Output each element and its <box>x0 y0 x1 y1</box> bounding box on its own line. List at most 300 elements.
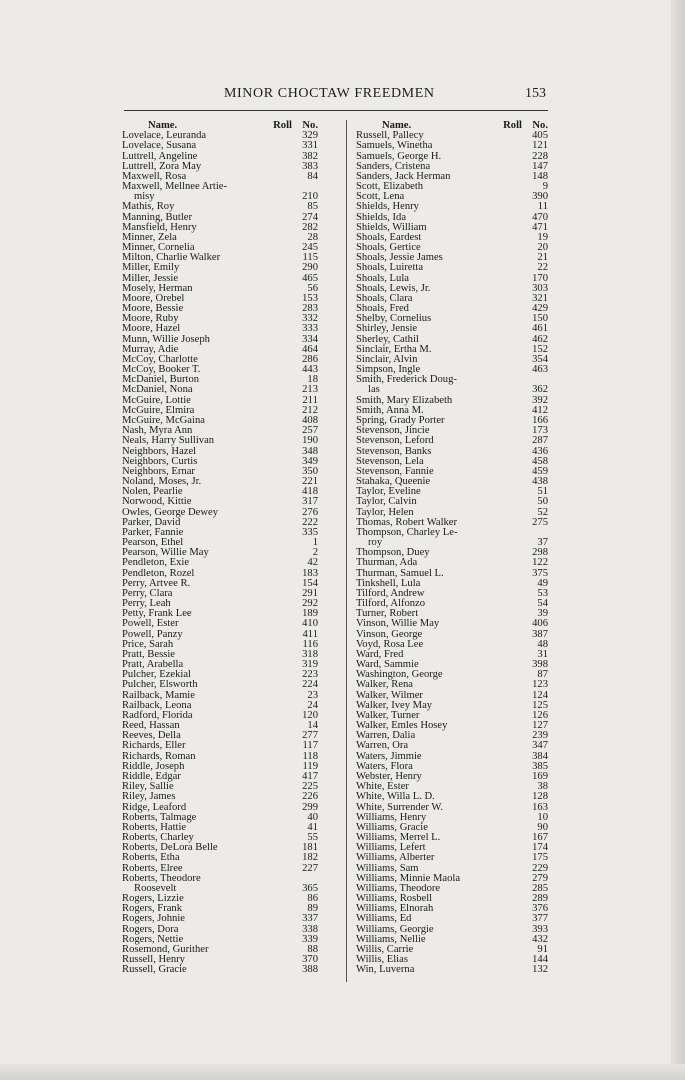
entry-roll-number: 183 <box>302 567 318 579</box>
entry-name: Willis, Carrie <box>356 943 414 955</box>
entry-name: Roberts, Hattie <box>122 821 187 833</box>
entry-name: Samuels, George H. <box>356 150 442 162</box>
entry-name: Scott, Lena <box>356 191 405 203</box>
entry-roll-number: 2 <box>312 547 318 559</box>
entry-roll-number: 398 <box>532 659 548 671</box>
entry-roll-number: 213 <box>302 384 318 396</box>
entry-roll-number: 382 <box>302 150 318 162</box>
entry-name: Stevenson, Leford <box>356 435 434 447</box>
list-item <box>122 497 318 507</box>
name-heading: Name. <box>148 120 178 131</box>
entry-roll-number: 49 <box>537 577 548 589</box>
entry-name: Williams, Ed <box>356 913 412 925</box>
entry-roll-number: 163 <box>532 801 548 813</box>
entry-name: Neighbors, Curtis <box>122 455 198 467</box>
entry-name: Shoals, Gertice <box>356 242 421 254</box>
entry-name: Ward, Sammie <box>356 659 419 671</box>
entry-roll-number: 282 <box>302 221 318 233</box>
entry-name: Rogers, Nettie <box>122 933 184 945</box>
entry-roll-number: 41 <box>307 821 318 833</box>
entry-roll-number: 154 <box>302 577 318 589</box>
entry-name: Tilford, Alfonzo <box>356 598 426 610</box>
entry-name: Rogers, Dora <box>122 923 179 935</box>
entry-name: Turner, Robert <box>356 608 419 620</box>
entry-roll-number: 354 <box>532 353 548 365</box>
entry-name: Roberts, Talmage <box>122 811 197 823</box>
entry-name: Rosemond, Gurither <box>122 943 209 955</box>
entry-roll-number: 181 <box>302 842 318 854</box>
entry-name: Rogers, Johnie <box>122 913 185 925</box>
entry-roll-number: 436 <box>532 445 548 457</box>
entry-name: misy <box>134 191 155 203</box>
entry-roll-number: 285 <box>532 882 548 894</box>
entry-roll-number: 166 <box>532 414 548 426</box>
entry-name: Radford, Florida <box>122 709 193 721</box>
entry-name: Williams, Georgie <box>356 923 434 935</box>
entry-name: Tilford, Andrew <box>356 587 425 599</box>
entry-roll-number: 51 <box>537 486 548 498</box>
entry-roll-number: 174 <box>532 842 548 854</box>
entry-roll-number: 470 <box>532 211 548 223</box>
entry-name: Ward, Fred <box>356 648 404 660</box>
entry-roll-number: 189 <box>302 608 318 620</box>
entry-name: Luttrell, Zora May <box>122 160 202 172</box>
entry-roll-number: 462 <box>532 333 548 345</box>
entry-roll-number: 22 <box>537 262 548 274</box>
entry-name: Willis, Elias <box>356 954 408 966</box>
entry-name: Thurman, Samuel L. <box>356 567 444 579</box>
entry-roll-number: 54 <box>537 598 548 610</box>
entry-roll-number: 228 <box>532 150 548 162</box>
entry-roll-number: 24 <box>307 699 318 711</box>
entry-name: Pearson, Ethel <box>122 537 184 549</box>
entry-roll-number: 298 <box>532 547 548 559</box>
entry-roll-number: 115 <box>302 252 318 264</box>
header-rule <box>124 110 548 111</box>
entry-roll-number: 321 <box>532 292 548 304</box>
entry-roll-number: 339 <box>302 933 318 945</box>
entry-roll-number: 410 <box>302 618 318 630</box>
entry-roll-number: 318 <box>302 648 318 660</box>
entry-name: Moore, Ruby <box>122 313 179 325</box>
entry-name: Russell, Henry <box>122 954 185 966</box>
entry-name: Price, Sarah <box>122 638 174 650</box>
entry-name: Shoals, Eardest <box>356 231 422 243</box>
entry-name: Moore, Orebel <box>122 292 185 304</box>
entry-roll-number: 226 <box>302 791 318 803</box>
list-item <box>356 528 548 538</box>
entry-name: Warren, Ora <box>356 740 409 752</box>
right-entry-list <box>356 131 548 975</box>
no-heading: No. <box>532 120 548 131</box>
entry-name: Railback, Mamie <box>122 689 195 701</box>
entry-roll-number: 85 <box>307 201 318 213</box>
entry-name: Samuels, Winetha <box>356 140 433 152</box>
entry-name: Powell, Panzy <box>122 628 183 640</box>
entry-roll-number: 1 <box>312 537 318 549</box>
entry-roll-number: 276 <box>302 506 318 518</box>
entry-name: Rogers, Lizzie <box>122 893 184 905</box>
entry-roll-number: 458 <box>532 455 548 467</box>
entry-roll-number: 48 <box>537 638 548 650</box>
entry-roll-number: 279 <box>532 872 548 884</box>
entry-roll-number: 128 <box>532 791 548 803</box>
entry-roll-number: 393 <box>532 923 548 935</box>
entry-roll-number: 290 <box>302 262 318 274</box>
entry-name: Norwood, Kittie <box>122 496 192 508</box>
entry-name: White, Willa L. D. <box>356 791 435 803</box>
entry-roll-number: 274 <box>302 211 318 223</box>
entry-roll-number: 126 <box>532 709 548 721</box>
entry-name: Shirley, Jensie <box>356 323 418 335</box>
entry-roll-number: 9 <box>542 181 548 193</box>
entry-roll-number: 20 <box>537 242 548 254</box>
entry-roll-number: 42 <box>307 557 318 569</box>
entry-name: Roberts, DeLora Belle <box>122 842 218 854</box>
entry-name: Sinclair, Alvin <box>356 353 418 365</box>
entry-roll-number: 392 <box>532 394 548 406</box>
entry-roll-number: 338 <box>302 923 318 935</box>
entry-name: Stevenson, Banks <box>356 445 432 457</box>
entry-roll-number: 132 <box>532 964 548 976</box>
entry-name: Smith, Anna M. <box>356 404 424 416</box>
entry-roll-number: 303 <box>532 282 548 294</box>
entry-roll-number: 384 <box>532 750 548 762</box>
entry-name: Thompson, Charley Le- <box>356 526 458 538</box>
entry-roll-number: 38 <box>537 781 548 793</box>
entry-roll-number: 28 <box>307 231 318 243</box>
entry-name: White, Surrender W. <box>356 801 444 813</box>
entry-roll-number: 210 <box>302 191 318 203</box>
entry-name: Shields, Henry <box>356 201 419 213</box>
entry-name: Williams, Theodore <box>356 882 441 894</box>
entry-name: Washington, George <box>356 669 443 681</box>
entry-roll-number: 224 <box>302 679 318 691</box>
entry-name: Roosevelt <box>134 882 177 894</box>
entry-name: Manning, Butler <box>122 211 193 223</box>
entry-name: McGuire, Lottie <box>122 394 191 406</box>
entry-name: Rogers, Frank <box>122 903 183 915</box>
entry-name: Shoals, Luiretta <box>356 262 424 274</box>
entry-name: Waters, Flora <box>356 760 413 772</box>
entry-name: Thurman, Ada <box>356 557 418 569</box>
entry-name: McDaniel, Burton <box>122 374 200 386</box>
entry-name: Maxwell, Rosa <box>122 170 187 182</box>
entry-name: Neighbors, Hazel <box>122 445 197 457</box>
entry-roll-number: 14 <box>307 720 318 732</box>
entry-roll-number: 332 <box>302 313 318 325</box>
entry-name: Lovelace, Leuranda <box>122 130 207 142</box>
entry-roll-number: 257 <box>302 425 318 437</box>
entry-name: Stevenson, Lela <box>356 455 424 467</box>
entry-name: Ridge, Leaford <box>122 801 187 813</box>
entry-name: Mosely, Herman <box>122 282 193 294</box>
entry-name: Owles, George Dewey <box>122 506 219 518</box>
entry-roll-number: 387 <box>532 628 548 640</box>
entry-roll-number: 221 <box>302 476 318 488</box>
entry-name: Pratt, Bessie <box>122 648 175 660</box>
right-column <box>356 121 548 975</box>
entry-roll-number: 50 <box>537 496 548 508</box>
entry-name: Shoals, Jessie James <box>356 252 443 264</box>
entry-roll-number: 408 <box>302 414 318 426</box>
entry-name: Pearson, Willie May <box>122 547 209 559</box>
entry-roll-number: 347 <box>532 740 548 752</box>
entry-roll-number: 147 <box>532 160 548 172</box>
entry-name: Williams, Minnie Maola <box>356 872 461 884</box>
entry-name: Murray, Adie <box>122 343 179 355</box>
entry-name: Riddle, Joseph <box>122 760 185 772</box>
entry-roll-number: 383 <box>302 160 318 172</box>
entry-name: Mansfield, Henry <box>122 221 197 233</box>
entry-roll-number: 362 <box>532 384 548 396</box>
entry-name: Miller, Emily <box>122 262 180 274</box>
entry-roll-number: 222 <box>302 516 318 528</box>
entry-name: McCoy, Charlotte <box>122 353 198 365</box>
left-entry-list <box>122 131 318 975</box>
entry-name: Luttrell, Angeline <box>122 150 198 162</box>
entry-name: Williams, Merrel L. <box>356 832 441 844</box>
entry-roll-number: 376 <box>532 903 548 915</box>
entry-roll-number: 153 <box>302 292 318 304</box>
entry-roll-number: 225 <box>302 781 318 793</box>
entry-roll-number: 299 <box>302 801 318 813</box>
entry-roll-number: 40 <box>307 811 318 823</box>
entry-name: McCoy, Booker T. <box>122 364 201 376</box>
entry-roll-number: 10 <box>537 811 548 823</box>
entry-roll-number: 277 <box>302 730 318 742</box>
entry-name: Walker, Rena <box>356 679 413 691</box>
entry-name: Williams, Lefert <box>356 842 426 854</box>
entry-roll-number: 182 <box>302 852 318 864</box>
list-item <box>122 965 318 975</box>
entry-name: Tinkshell, Lula <box>356 577 421 589</box>
entry-name: Riley, James <box>122 791 176 803</box>
entry-roll-number: 117 <box>302 740 318 752</box>
entry-name: Voyd, Rosa Lee <box>356 638 424 650</box>
entry-name: White, Ester <box>356 781 409 793</box>
entry-name: las <box>368 384 380 396</box>
entry-roll-number: 122 <box>532 557 548 569</box>
entry-name: Powell, Ester <box>122 618 179 630</box>
entry-roll-number: 350 <box>302 465 318 477</box>
entry-name: Simpson, Ingle <box>356 364 421 376</box>
entry-name: Richards, Eller <box>122 740 186 752</box>
entry-name: Perry, Clara <box>122 587 173 599</box>
entry-name: Sanders, Cristena <box>356 160 431 172</box>
left-column <box>122 121 318 975</box>
entry-name: Smith, Mary Elizabeth <box>356 394 453 406</box>
entry-roll-number: 348 <box>302 445 318 457</box>
entry-name: Neighbors, Ernar <box>122 465 195 477</box>
entry-name: Sinclair, Ertha M. <box>356 343 432 355</box>
entry-roll-number: 411 <box>302 628 318 640</box>
entry-name: Williams, Henry <box>356 811 427 823</box>
entry-name: Roberts, Elree <box>122 862 183 874</box>
entry-roll-number: 89 <box>307 903 318 915</box>
entry-roll-number: 55 <box>307 832 318 844</box>
entry-name: Sanders, Jack Herman <box>356 170 451 182</box>
entry-name: Neals, Harry Sullivan <box>122 435 215 447</box>
entry-roll-number: 37 <box>537 537 548 549</box>
entry-roll-number: 121 <box>532 140 548 152</box>
entry-roll-number: 287 <box>532 435 548 447</box>
entry-name: Railback, Leona <box>122 699 192 711</box>
entry-roll-number: 211 <box>302 394 318 406</box>
entry-name: Waters, Jimmie <box>356 750 422 762</box>
entry-roll-number: 116 <box>302 638 318 650</box>
entry-name: Pulcher, Elsworth <box>122 679 198 691</box>
entry-name: Spring, Grady Porter <box>356 414 445 426</box>
page-title: MINOR CHOCTAW FREEDMEN <box>224 86 435 101</box>
entry-name: Sherley, Cathil <box>356 333 419 345</box>
entry-roll-number: 118 <box>302 750 318 762</box>
entry-name: Russell, Pallecy <box>356 130 424 142</box>
entry-name: Shields, Ida <box>356 211 407 223</box>
entry-name: Taylor, Calvin <box>356 496 417 508</box>
entry-roll-number: 167 <box>532 832 548 844</box>
entry-name: Nash, Myra Ann <box>122 425 193 437</box>
entry-name: Perry, Leah <box>122 598 171 610</box>
entry-roll-number: 417 <box>302 771 318 782</box>
entry-name: Walker, Ivey May <box>356 699 433 711</box>
entry-roll-number: 349 <box>302 455 318 467</box>
entry-roll-number: 429 <box>532 303 548 315</box>
entry-roll-number: 86 <box>307 893 318 905</box>
list-item <box>122 141 318 151</box>
entry-name: Roberts, Etha <box>122 852 180 864</box>
entry-name: Noland, Moses, Jr. <box>122 476 202 488</box>
entry-name: Win, Luverna <box>356 964 415 976</box>
entry-roll-number: 283 <box>302 303 318 315</box>
page-edge-shadow <box>671 0 685 1080</box>
roll-heading: Roll <box>273 120 292 131</box>
list-item <box>122 436 318 446</box>
entry-roll-number: 463 <box>532 364 548 376</box>
entry-name: Russell, Gracie <box>122 964 187 976</box>
entry-roll-number: 319 <box>302 659 318 671</box>
entry-name: Williams, Alberter <box>356 852 435 864</box>
entry-roll-number: 19 <box>537 231 548 243</box>
entry-name: Shelby, Cornelius <box>356 313 432 325</box>
entry-name: McGuire, Elmira <box>122 404 195 416</box>
entry-roll-number: 375 <box>532 567 548 579</box>
entry-name: Perry, Artvee R. <box>122 577 191 589</box>
entry-roll-number: 11 <box>537 201 548 213</box>
entry-name: Roberts, Theodore <box>122 872 201 884</box>
entry-roll-number: 124 <box>532 689 548 701</box>
entry-roll-number: 170 <box>532 272 548 284</box>
entry-roll-number: 87 <box>537 669 548 681</box>
entry-name: roy <box>368 537 383 549</box>
entry-roll-number: 245 <box>302 242 318 254</box>
roll-heading: Roll <box>503 120 522 131</box>
entry-name: Shoals, Lewis, Jr. <box>356 282 431 294</box>
entry-name: Vinson, Willie May <box>356 618 440 630</box>
entry-roll-number: 331 <box>302 140 318 152</box>
entry-roll-number: 275 <box>532 516 548 528</box>
entry-name: Warren, Dalia <box>356 730 416 742</box>
entry-name: Mathis, Roy <box>122 201 175 213</box>
entry-roll-number: 173 <box>532 425 548 437</box>
entry-name: McDaniel, Nona <box>122 384 193 396</box>
entry-name: Shields, William <box>356 221 427 233</box>
entry-roll-number: 175 <box>532 852 548 864</box>
entry-roll-number: 169 <box>532 771 548 782</box>
entry-name: McGuire, McGaina <box>122 414 205 426</box>
entry-name: Pendleton, Rozel <box>122 567 195 579</box>
list-item <box>356 141 548 151</box>
page-bottom-shadow <box>0 1064 685 1080</box>
entry-name: Roberts, Charley <box>122 832 194 844</box>
entry-name: Richards, Roman <box>122 750 196 762</box>
entry-name: Shoals, Fred <box>356 303 409 315</box>
entry-name: Minner, Cornelia <box>122 242 195 254</box>
entry-roll-number: 286 <box>302 353 318 365</box>
entry-roll-number: 23 <box>307 689 318 701</box>
entry-name: Pratt, Arabella <box>122 659 184 671</box>
entry-roll-number: 465 <box>302 272 318 284</box>
entry-roll-number: 21 <box>537 252 548 264</box>
entry-name: Williams, Rosbell <box>356 893 433 905</box>
entry-roll-number: 405 <box>532 130 548 142</box>
entry-roll-number: 88 <box>307 943 318 955</box>
entry-roll-number: 370 <box>302 954 318 966</box>
entry-name: Munn, Willie Joseph <box>122 333 210 345</box>
entry-roll-number: 229 <box>532 862 548 874</box>
entry-name: Reed, Hassan <box>122 720 180 732</box>
entry-name: Williams, Elnorah <box>356 903 434 915</box>
entry-name: Parker, David <box>122 516 181 528</box>
entry-name: Minner, Zela <box>122 231 177 243</box>
entry-roll-number: 190 <box>302 435 318 447</box>
entry-roll-number: 329 <box>302 130 318 142</box>
entry-roll-number: 377 <box>532 913 548 925</box>
entry-name: Riddle, Edgar <box>122 771 181 782</box>
entry-roll-number: 418 <box>302 486 318 498</box>
entry-roll-number: 212 <box>302 404 318 416</box>
entry-name: Stevenson, Jincie <box>356 425 430 437</box>
entry-name: Riley, Sallie <box>122 781 174 793</box>
entry-roll-number: 84 <box>307 170 318 182</box>
entry-roll-number: 333 <box>302 323 318 335</box>
entry-roll-number: 459 <box>532 465 548 477</box>
entry-roll-number: 53 <box>537 587 548 599</box>
entry-roll-number: 90 <box>537 821 548 833</box>
entry-name: Walker, Wilmer <box>356 689 423 701</box>
entry-name: Taylor, Eveline <box>356 486 421 498</box>
list-item <box>356 375 548 385</box>
entry-roll-number: 461 <box>532 323 548 335</box>
entry-name: Shoals, Clara <box>356 292 413 304</box>
entry-name: Milton, Charlie Walker <box>122 252 221 264</box>
entry-roll-number: 239 <box>532 730 548 742</box>
list-item <box>356 436 548 446</box>
entry-name: Stahaka, Queenie <box>356 476 431 488</box>
entry-roll-number: 127 <box>532 720 548 732</box>
entry-roll-number: 337 <box>302 913 318 925</box>
entry-roll-number: 56 <box>307 282 318 294</box>
entry-name: Moore, Hazel <box>122 323 181 335</box>
entry-roll-number: 388 <box>302 964 318 976</box>
entry-name: Smith, Frederick Doug- <box>356 374 457 386</box>
entry-roll-number: 125 <box>532 699 548 711</box>
entry-roll-number: 223 <box>302 669 318 681</box>
entry-roll-number: 438 <box>532 476 548 488</box>
entry-name: Vinson, George <box>356 628 423 640</box>
entry-roll-number: 18 <box>307 374 318 386</box>
list-item <box>356 965 548 975</box>
